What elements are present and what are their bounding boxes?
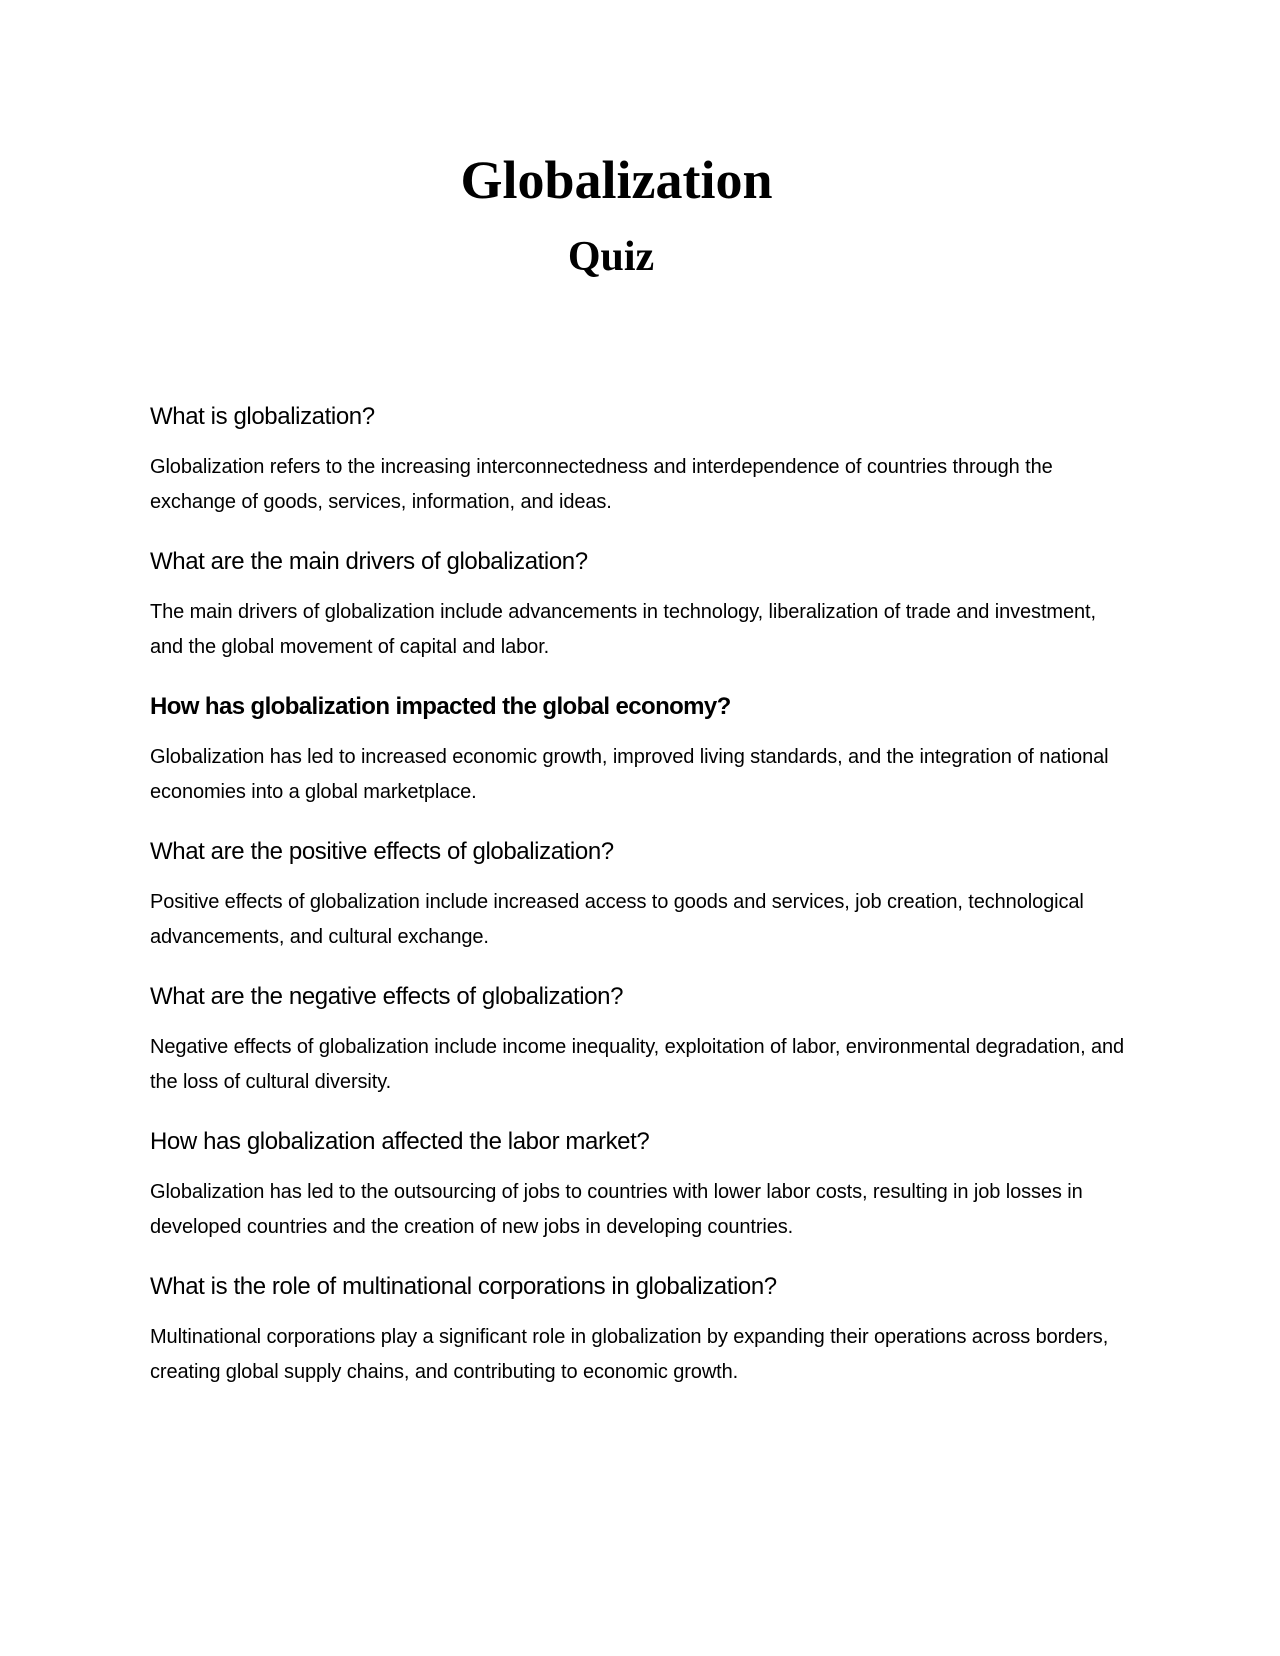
- quiz-item: [150, 1272, 1130, 1417]
- answer-text: Globalization has led to the outsourcing of jobs to countries with lower labor costs, resulting in job losses in developed countries and the creation of new jobs in developing countries.: [150, 1181, 1083, 1238]
- quiz-content: [150, 402, 1130, 1417]
- document-subtitle: Quiz: [567, 234, 655, 280]
- question-heading: What are the positive effects of globalization?: [150, 838, 614, 865]
- answer-text: Globalization has led to increased economic growth, improved living standards, and the integration of national economies into a global marketplace.: [150, 746, 1109, 803]
- quiz-item: [150, 692, 1130, 837]
- answer-text: Negative effects of globalization include income inequality, exploitation of labor, environmental degradation, and the loss of cultural diversity.: [150, 1036, 1125, 1093]
- answer-text: The main drivers of globalization include advancements in technology, liberalization of trade and investment, and the global movement of capital and labor.: [150, 601, 1096, 658]
- quiz-item: [150, 982, 1130, 1127]
- document-title: Globalization: [460, 150, 773, 210]
- quiz-item: [150, 837, 1130, 982]
- answer-text: Multinational corporations play a significant role in globalization by expanding their operations across borders, creating global supply chains, and contributing to economic growth.: [150, 1326, 1109, 1383]
- quiz-item: [150, 1127, 1130, 1272]
- question-heading: How has globalization affected the labor market?: [150, 1128, 650, 1155]
- answer-text: Positive effects of globalization include increased access to goods and services, job creation, technological advancements, and cultural exchange.: [150, 891, 1084, 948]
- answer-text: Globalization refers to the increasing interconnectedness and interdependence of countries through the exchange of goods, services, information, and ideas.: [150, 456, 1053, 513]
- quiz-item: [150, 402, 1130, 547]
- question-heading: How has globalization impacted the global economy?: [150, 693, 731, 720]
- question-heading: What are the negative effects of globalization?: [150, 983, 624, 1010]
- quiz-item: [150, 547, 1130, 692]
- question-heading: What is globalization?: [150, 403, 375, 430]
- question-heading: What is the role of multinational corporations in globalization?: [150, 1273, 777, 1300]
- question-heading: What are the main drivers of globalization?: [150, 548, 588, 575]
